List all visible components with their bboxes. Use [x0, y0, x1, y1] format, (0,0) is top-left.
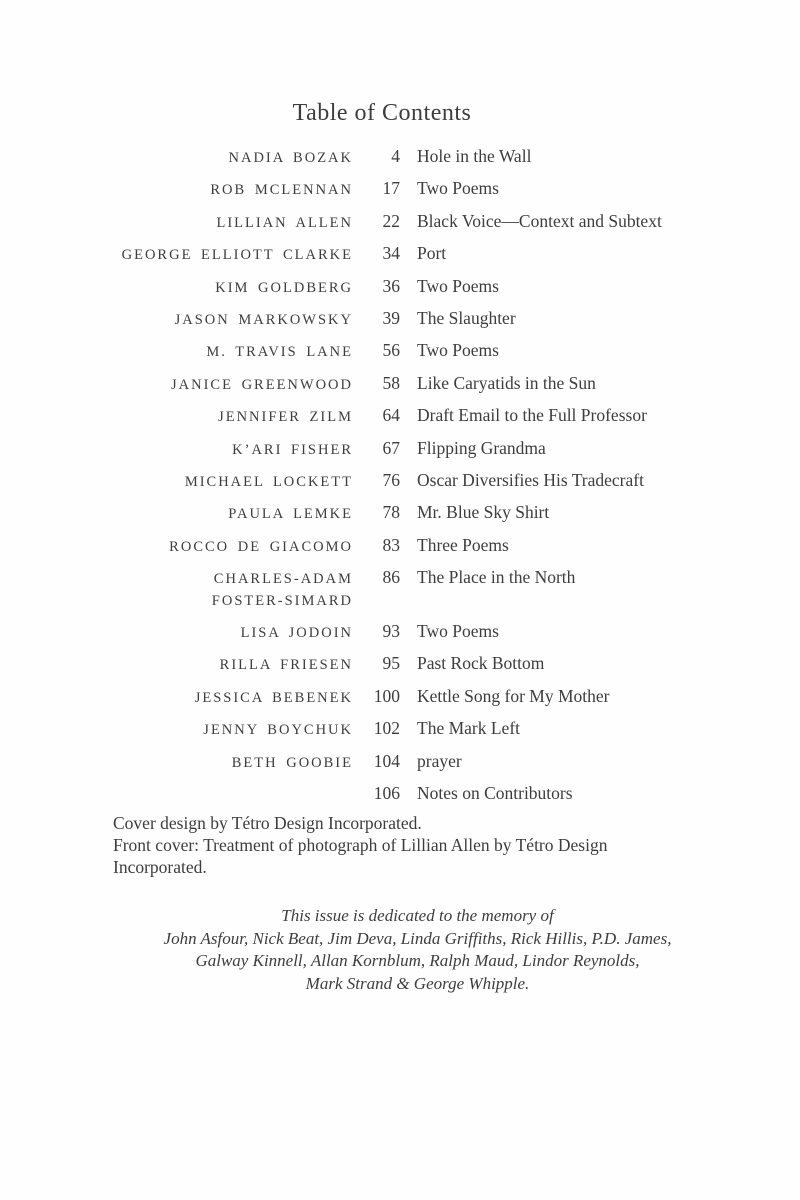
toc-page-number: 83 — [382, 534, 400, 555]
toc-work-title: Two Poems — [417, 621, 499, 642]
toc-work-title: Draft Email to the Full Professor — [417, 405, 647, 426]
toc-work-title: The Mark Left — [417, 718, 521, 739]
toc-entry — [0, 237, 800, 269]
toc-entry — [0, 464, 800, 496]
toc-author: ROCCO DE GIACOMO — [169, 538, 353, 555]
toc-author: NADIA BOZAK — [228, 150, 353, 166]
toc-entry — [0, 777, 800, 809]
toc-author: RILLA FRIESEN — [219, 657, 353, 674]
toc-entry — [0, 680, 800, 712]
toc-page-number: 22 — [382, 210, 400, 231]
toc-entry — [0, 647, 800, 679]
toc-author: JENNY BOYCHUK — [203, 722, 353, 739]
toc-author: KIM GOLDBERG — [215, 279, 353, 296]
toc-page-number: 93 — [382, 621, 400, 642]
toc-work-title: prayer — [417, 750, 462, 771]
toc-work-title: Two Poems — [417, 275, 499, 296]
toc-work-title: Kettle Song for My Mother — [417, 685, 610, 706]
dedication-line: This issue is dedicated to the memory of — [281, 906, 554, 925]
toc-work-title: Notes on Contributors — [417, 783, 573, 804]
toc-entry — [0, 270, 800, 302]
toc-author: MICHAEL LOCKETT — [184, 473, 353, 490]
toc-work-title: Flipping Grandma — [417, 437, 546, 458]
toc-page-number: 95 — [382, 653, 400, 674]
toc-entry — [0, 561, 800, 615]
page-title: Table of Contents — [292, 100, 472, 126]
toc-author: PAULA LEMKE — [228, 506, 353, 523]
toc-entry — [0, 172, 800, 204]
toc-author: LILLIAN ALLEN — [216, 214, 353, 231]
toc-work-title: Like Caryatids in the Sun — [417, 372, 596, 393]
cover-credit-line: Front cover: Treatment of photograph of Lillian Allen by Tétro Design — [113, 835, 608, 855]
toc-entry — [0, 334, 800, 366]
toc-entry — [0, 615, 800, 647]
toc-page-number: 56 — [382, 340, 400, 361]
toc-page-number: 78 — [382, 502, 400, 523]
toc-author: BETH GOOBIE — [231, 754, 353, 771]
dedication-line: Mark Strand & George Whipple. — [305, 973, 530, 993]
dedication-line: John Asfour, Nick Beat, Jim Deva, Linda Griffiths, Rick Hillis, P.D. James, — [163, 928, 672, 948]
toc-entry — [0, 496, 800, 528]
toc-entry — [0, 140, 800, 172]
toc-work-title: Three Poems — [417, 534, 509, 555]
toc-work-title: Port — [417, 243, 447, 264]
toc-author — [0, 568, 353, 612]
toc-page-number: 4 — [391, 146, 400, 166]
toc-page-number: 86 — [382, 567, 400, 588]
cover-credit-line: Cover design by Tétro Design Incorporated. — [113, 813, 422, 833]
cover-credit-line: Incorporated. — [113, 857, 207, 877]
toc-work-title: The Place in the North — [417, 567, 576, 588]
toc-work-title: Black Voice—Context and Subtext — [417, 210, 662, 231]
toc-page-number: 106 — [373, 783, 400, 804]
toc-page-number: 104 — [373, 750, 400, 771]
toc-author: GEORGE ELLIOTT CLARKE — [121, 247, 353, 264]
toc-page-number: 67 — [382, 437, 400, 458]
toc-work-title: Mr. Blue Sky Shirt — [417, 502, 550, 523]
toc-page-number: 34 — [382, 243, 400, 264]
toc-page-number: 58 — [382, 372, 400, 393]
toc-author: JESSICA BEBENEK — [194, 689, 353, 706]
toc-entry — [0, 367, 800, 399]
toc-work-title: Two Poems — [417, 178, 499, 199]
toc-work-title: The Slaughter — [417, 307, 516, 328]
toc-list — [0, 140, 800, 809]
toc-author: JENNIFER ZILM — [218, 409, 353, 426]
toc-page-number: 39 — [382, 307, 400, 328]
toc-author-line: FOSTER-SIMARD — [211, 593, 353, 610]
toc-work-title: Hole in the Wall — [417, 146, 532, 166]
toc-page-number: 17 — [382, 178, 400, 199]
toc-entry — [0, 745, 800, 777]
toc-author-line: CHARLES-ADAM — [213, 571, 353, 588]
toc-author: LISA JODOIN — [240, 625, 353, 642]
toc-entry — [0, 302, 800, 334]
toc-entry — [0, 529, 800, 561]
toc-work-title: Past Rock Bottom — [417, 653, 545, 674]
toc-page-number: 100 — [373, 685, 400, 706]
toc-work-title: Oscar Diversifies His Tradecraft — [417, 469, 644, 490]
toc-author: ROB MCLENNAN — [210, 182, 353, 199]
toc-author: JASON MARKOWSKY — [174, 311, 353, 328]
toc-page-number: 76 — [382, 469, 400, 490]
cover-credits — [113, 812, 733, 878]
toc-entry — [0, 432, 800, 464]
toc-entry — [0, 205, 800, 237]
toc-entry — [0, 399, 800, 431]
toc-author: M. TRAVIS LANE — [206, 344, 353, 361]
toc-author: JANICE GREENWOOD — [171, 376, 353, 393]
toc-entry — [0, 712, 800, 744]
dedication — [40, 905, 795, 995]
toc-page-number: 36 — [382, 275, 400, 296]
toc-page-number: 102 — [373, 718, 400, 739]
toc-work-title: Two Poems — [417, 340, 499, 361]
toc-page-number: 64 — [382, 405, 400, 426]
dedication-line: Galway Kinnell, Allan Kornblum, Ralph Maud, Lindor Reynolds, — [195, 951, 640, 970]
toc-author: K’ARI FISHER — [232, 441, 353, 458]
